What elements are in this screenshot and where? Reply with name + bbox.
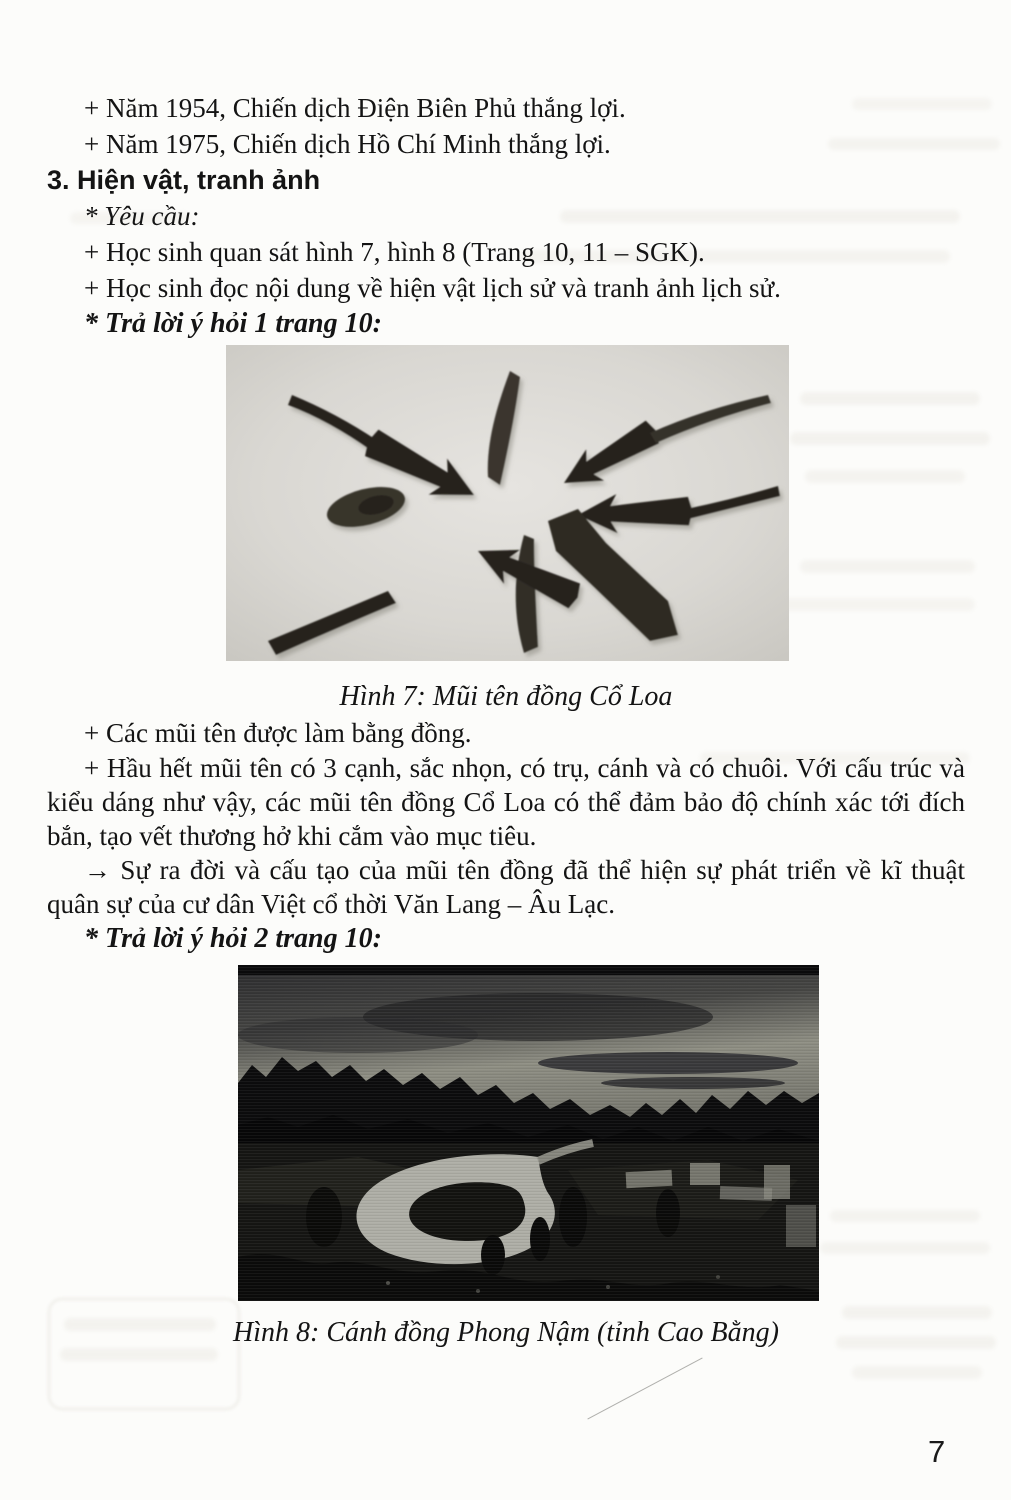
figure-7-caption: Hình 7: Mũi tên đồng Cổ Loa: [339, 681, 673, 712]
bronze-arrowheads-photo: [226, 345, 789, 661]
answer1-label: * Trả lời ý hỏi 1 trang 10:: [84, 308, 382, 339]
answer1-point-2: + Hầu hết mũi tên có 3 cạnh, sắc nhọn, có trụ, cánh và có chuôi. Với cấu trúc và kiểu dáng như vậy, các mũi tên đồng Cổ Loa có thể đảm bảo độ chính xác tới đích bắn, tạo vết thương hở khi cắm vào mục tiêu.: [47, 753, 965, 851]
event-line-1954: + Năm 1954, Chiến dịch Điện Biên Phủ thắng lợi.: [84, 93, 626, 123]
phong-nam-field-photo: [238, 965, 819, 1301]
answer2-label: * Trả lời ý hỏi 2 trang 10:: [84, 923, 382, 954]
section-heading: 3. Hiện vật, tranh ảnh: [47, 165, 321, 195]
figure-7: [226, 345, 789, 661]
figure-8-caption: Hình 8: Cánh đồng Phong Nậm (tỉnh Cao Bằng): [233, 1317, 779, 1348]
event-line-1975: + Năm 1975, Chiến dịch Hồ Chí Minh thắng lợi.: [84, 129, 611, 159]
requirement-item-1: + Học sinh quan sát hình 7, hình 8 (Trang 10, 11 – SGK).: [84, 237, 705, 267]
answer1-conclusion: → Sự ra đời và cấu tạo của mũi tên đồng đã thể hiện sự phát triển về kĩ thuật quân sự của cư dân Việt cổ thời Văn Lang – Âu Lạc.: [47, 855, 965, 919]
figure-8: [238, 965, 819, 1301]
page-number: 7: [928, 1434, 946, 1469]
bleedthrough-artifact: [852, 1366, 982, 1379]
page-content: [47, 90, 965, 1351]
requirement-label: * Yêu cầu:: [84, 201, 200, 231]
scratch-artifact: [587, 1358, 702, 1420]
requirement-item-2: + Học sinh đọc nội dung về hiện vật lịch sử và tranh ảnh lịch sử.: [84, 273, 781, 303]
answer1-point-1: + Các mũi tên được làm bằng đồng.: [84, 718, 472, 748]
